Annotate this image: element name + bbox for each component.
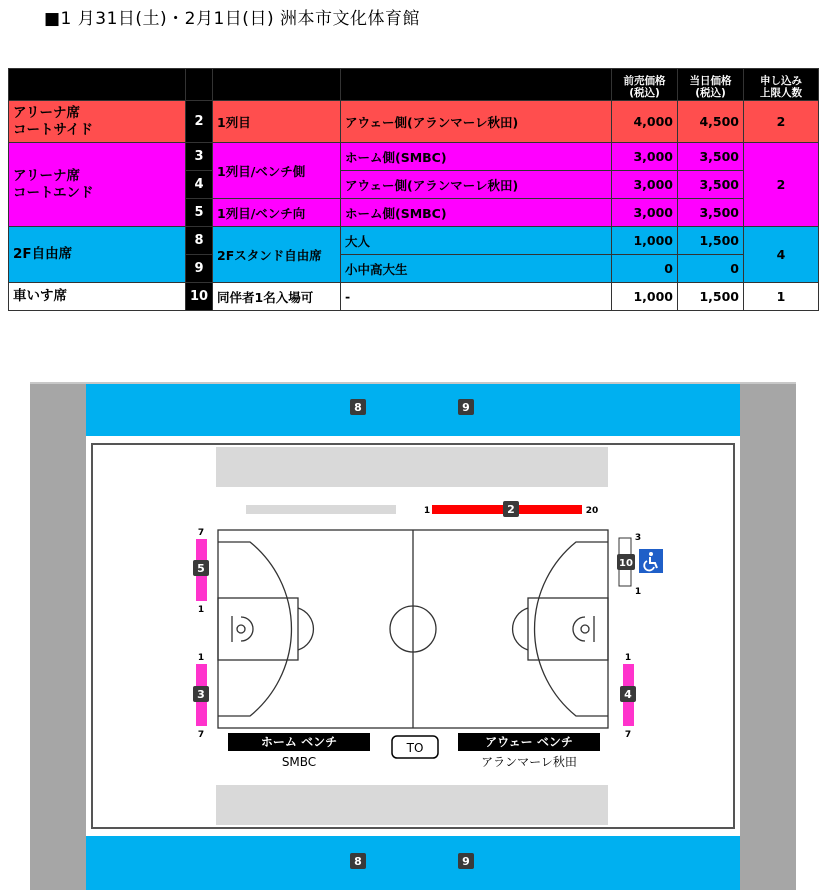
- table-row: [9, 101, 819, 143]
- limit-cell: 1: [744, 283, 819, 311]
- advance-price-cell: 1,000: [612, 283, 678, 311]
- seat10-bottom-number: 1: [634, 587, 642, 597]
- table-row: [9, 143, 819, 171]
- seat4-bottom-number: 7: [624, 730, 632, 740]
- seat-no-cell: 2: [186, 101, 213, 143]
- top-stand[interactable]: [86, 382, 740, 436]
- media-table: [246, 505, 396, 514]
- header-category: [9, 69, 186, 101]
- seat5-top-number: 7: [197, 528, 205, 538]
- to-label: TO: [406, 741, 424, 755]
- side-cell: 大人: [341, 227, 612, 255]
- badge-bottom-9: 9: [462, 855, 470, 868]
- header-no: [186, 69, 213, 101]
- advance-price-cell: 4,000: [612, 101, 678, 143]
- dayof-price-cell: 3,500: [678, 199, 744, 227]
- seat-no-cell: 3: [186, 143, 213, 171]
- seat-map: [0, 380, 826, 894]
- seat5-bottom-number: 1: [197, 605, 205, 615]
- right-side-wall: [740, 382, 796, 890]
- category-cell: アリーナ席 コートエンド: [9, 143, 186, 227]
- side-cell: アウェー側(アランマーレ秋田): [341, 101, 612, 143]
- dayof-price-cell: 1,500: [678, 283, 744, 311]
- dayof-price-cell: 1,500: [678, 227, 744, 255]
- header-advance-text: 前売価格 (税込): [623, 75, 666, 99]
- limit-cell: 2: [744, 143, 819, 227]
- top-stand-edge: [30, 382, 796, 384]
- seat-no-cell: 10: [186, 283, 213, 311]
- seat2-end-number: 20: [585, 506, 599, 516]
- home-team-name: SMBC: [281, 755, 317, 769]
- badge-top-9: 9: [462, 401, 470, 414]
- top-floor-block: [216, 447, 608, 487]
- dayof-price-cell: 0: [678, 255, 744, 283]
- side-cell: 小中高大生: [341, 255, 612, 283]
- row-cell: 1列目/ベンチ側: [213, 143, 341, 199]
- header-row: [213, 69, 341, 101]
- left-side-wall: [30, 382, 86, 890]
- badge-5: 5: [197, 562, 205, 575]
- home-bench-label: ホーム ベンチ: [260, 735, 338, 749]
- category-cell: アリーナ席 コートサイド: [9, 101, 186, 143]
- header-limit: [744, 69, 819, 101]
- advance-price-cell: 1,000: [612, 227, 678, 255]
- wheelchair-icon: [639, 549, 663, 573]
- category-cell: 2F自由席: [9, 227, 186, 283]
- table-row: [9, 283, 819, 311]
- badge-3: 3: [197, 688, 205, 701]
- limit-cell: 4: [744, 227, 819, 283]
- row-cell: 同伴者1名入場可: [213, 283, 341, 311]
- seat3-bottom-number: 7: [197, 730, 205, 740]
- advance-price-cell: 0: [612, 255, 678, 283]
- seat10-top-number: 3: [634, 533, 642, 543]
- header-dayof-text: 当日価格 (税込): [689, 75, 732, 99]
- page-heading: ■1 月31日(土)・2月1日(日) 洲本市文化体育館: [44, 9, 420, 29]
- seat4-top-number: 1: [624, 653, 632, 663]
- seat2-start-number: 1: [423, 506, 431, 516]
- badge-10: 10: [619, 558, 633, 569]
- badge-bottom-8: 8: [354, 855, 362, 868]
- bottom-stand[interactable]: [86, 836, 740, 890]
- side-cell: -: [341, 283, 612, 311]
- seat-no-cell: 4: [186, 171, 213, 199]
- badge-4: 4: [624, 688, 632, 701]
- seat3-top-number: 1: [197, 653, 205, 663]
- dayof-price-cell: 3,500: [678, 171, 744, 199]
- dayof-price-cell: 3,500: [678, 143, 744, 171]
- row-cell: 1列目/ベンチ向: [213, 199, 341, 227]
- seat-no-cell: 8: [186, 227, 213, 255]
- bottom-floor-block: [216, 785, 608, 825]
- side-cell: アウェー側(アランマーレ秋田): [341, 171, 612, 199]
- away-team-name: アランマーレ秋田: [481, 755, 577, 769]
- away-bench-label: アウェー ベンチ: [485, 735, 573, 749]
- limit-cell: 2: [744, 101, 819, 143]
- table-header-row: [9, 69, 819, 101]
- row-cell: 1列目: [213, 101, 341, 143]
- header-advance-price: [612, 69, 678, 101]
- category-cell: 車いす席: [9, 283, 186, 311]
- header-dayof-price: [678, 69, 744, 101]
- advance-price-cell: 3,000: [612, 143, 678, 171]
- side-cell: ホーム側(SMBC): [341, 199, 612, 227]
- seat-no-cell: 5: [186, 199, 213, 227]
- advance-price-cell: 3,000: [612, 171, 678, 199]
- side-cell: ホーム側(SMBC): [341, 143, 612, 171]
- header-side: [341, 69, 612, 101]
- header-limit-text: 申し込み 上限人数: [760, 75, 802, 99]
- badge-2: 2: [507, 503, 515, 516]
- badge-top-8: 8: [354, 401, 362, 414]
- price-table: [8, 68, 819, 311]
- row-cell: 2Fスタンド自由席: [213, 227, 341, 283]
- advance-price-cell: 3,000: [612, 199, 678, 227]
- seat-no-cell: 9: [186, 255, 213, 283]
- table-row: [9, 227, 819, 255]
- dayof-price-cell: 4,500: [678, 101, 744, 143]
